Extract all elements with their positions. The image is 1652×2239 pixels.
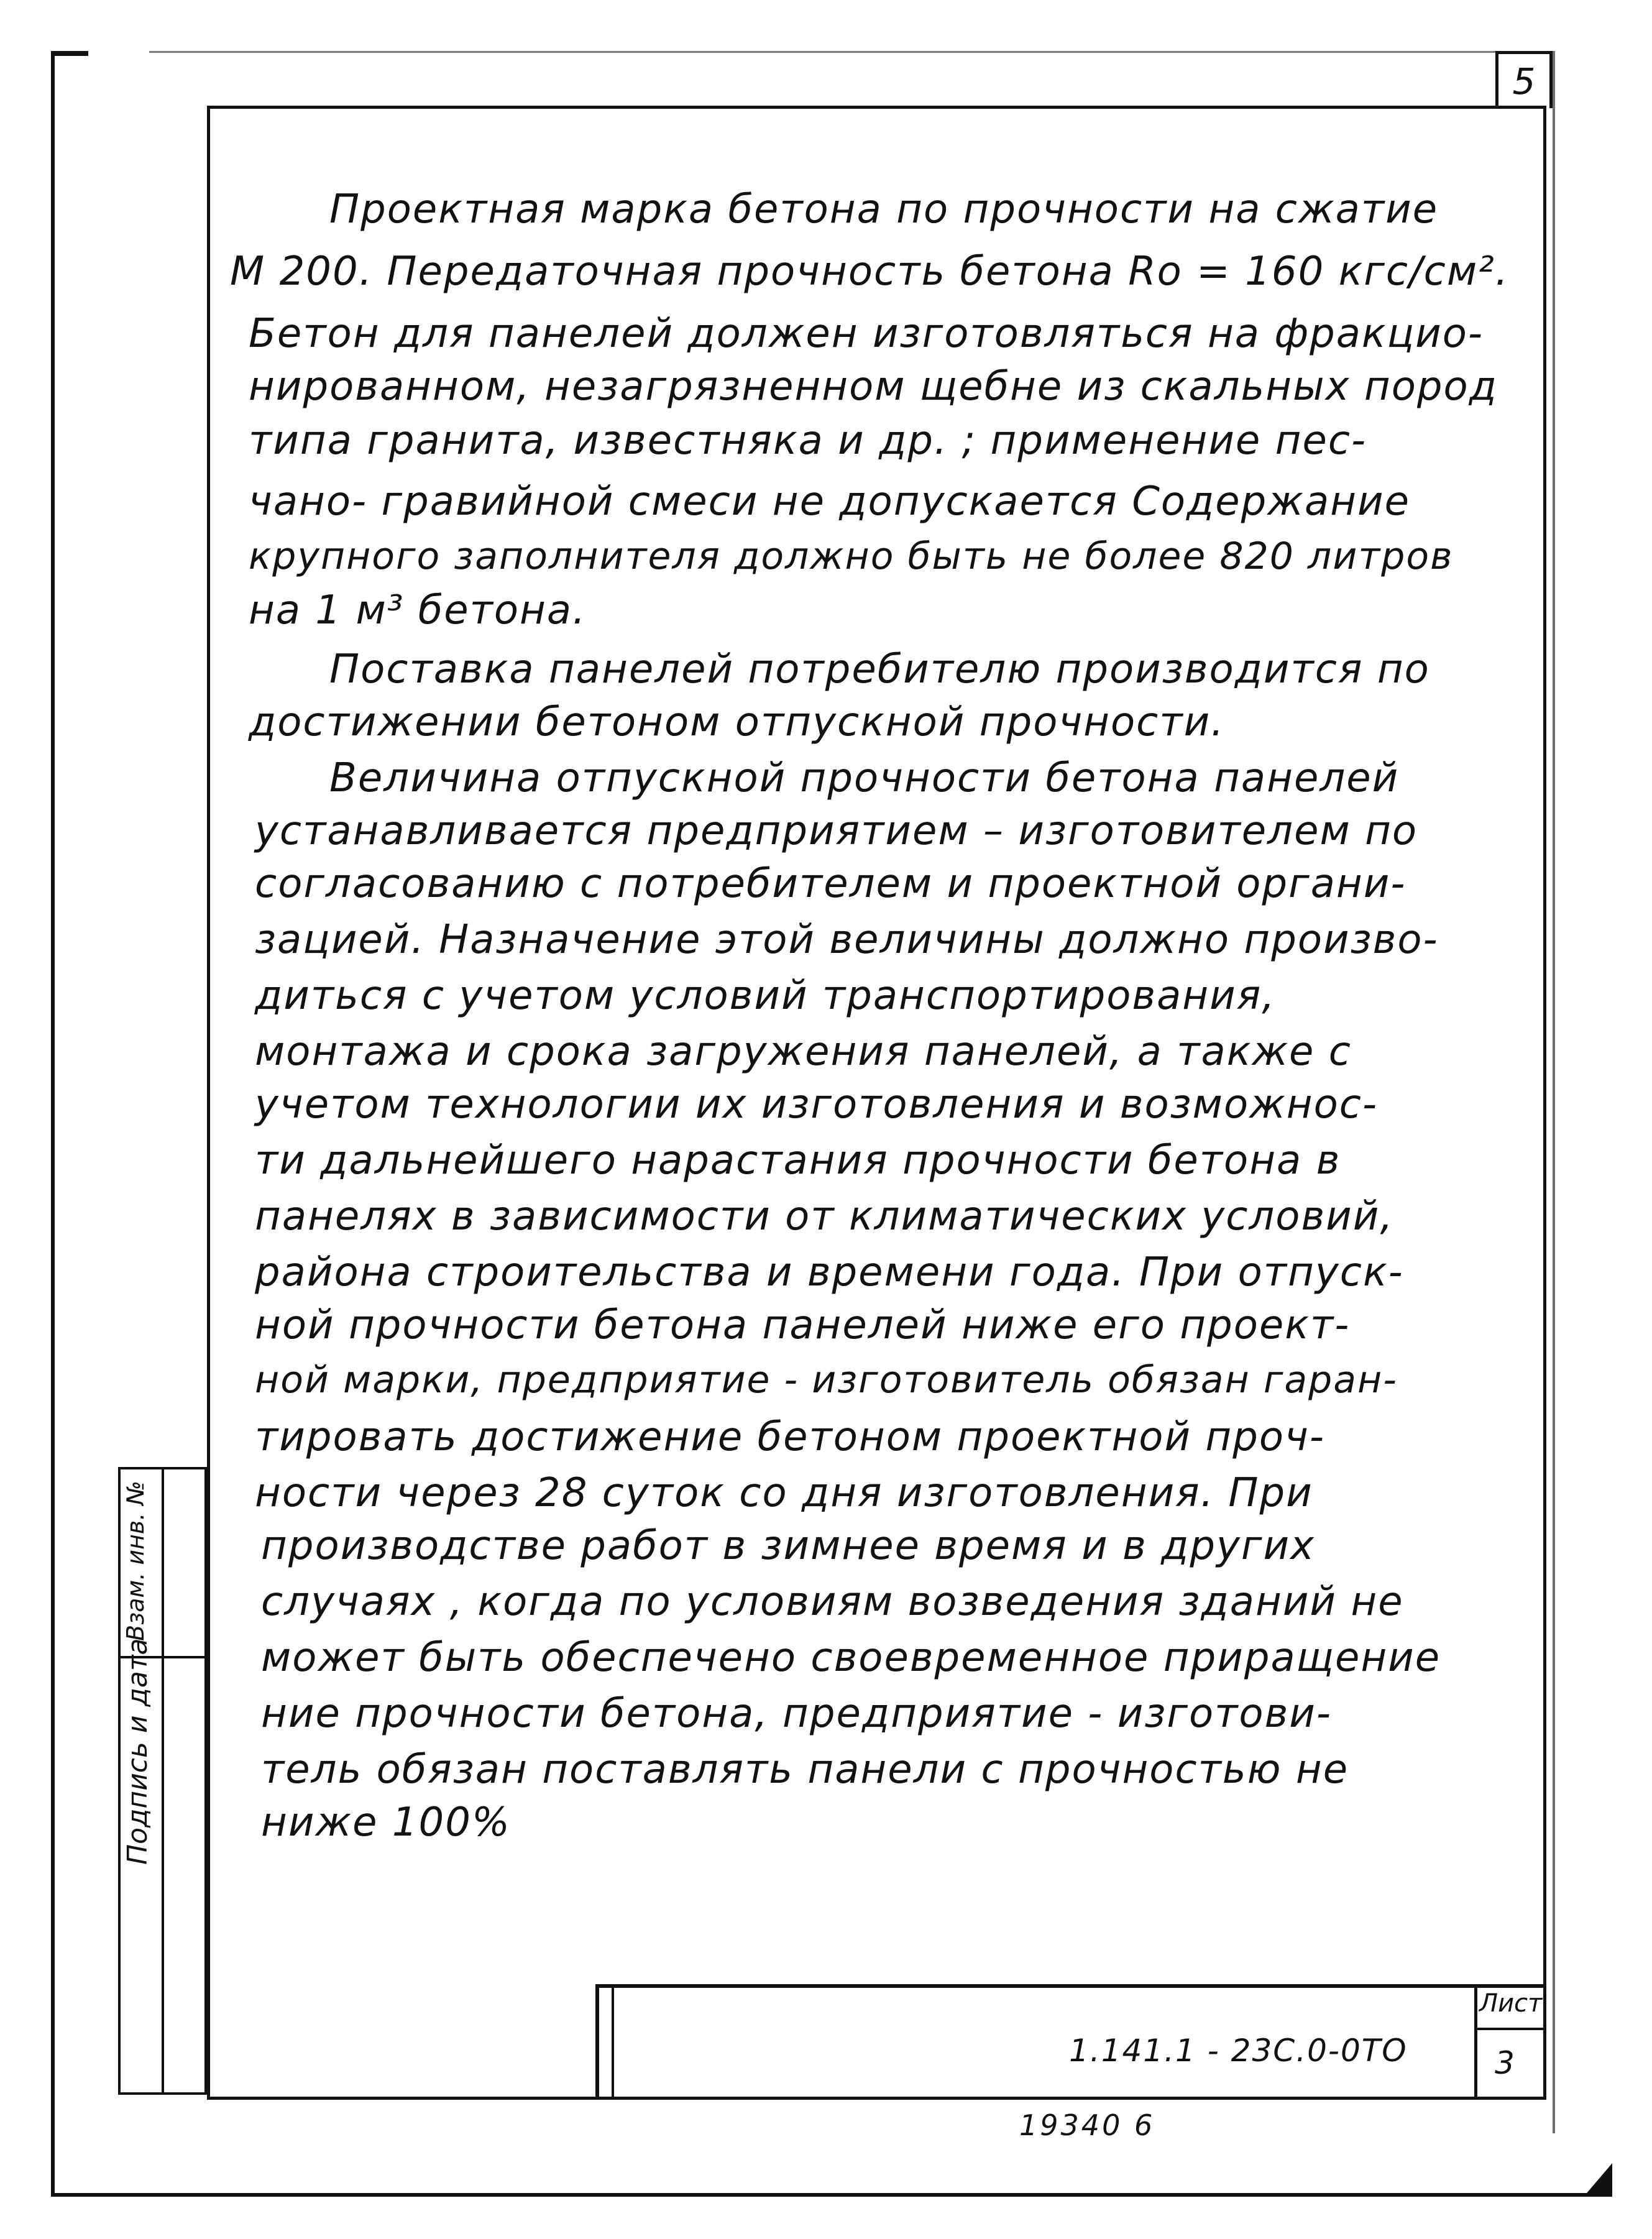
text-line-16: монтажа и срока загружения панелей, а также с — [255, 1029, 1352, 1075]
text-line-4: нированном, незагрязненном щебне из скальных пород — [249, 364, 1498, 410]
text-line-5: типа гранита, известняка и др. ; применение пес- — [249, 418, 1367, 464]
left-border-line — [51, 51, 55, 2195]
sheet-box-divider — [1477, 2028, 1546, 2030]
text-line-17: учетом технологии их изготовления и возможнос- — [255, 1082, 1379, 1128]
side-label-replacement-inventory: Взам. инв. № — [122, 1480, 149, 1641]
document-code: 1.141.1 - 23С.0-0ТО — [1069, 2033, 1408, 2069]
text-line-1: Проектная марка бетона по прочности на сжатие — [329, 186, 1439, 232]
side-table-divider — [162, 1469, 164, 2092]
sheet-number: 3 — [1495, 2045, 1515, 2081]
text-line-15: диться с учетом условий транспортирования, — [255, 973, 1276, 1019]
text-line-10: достижении бетоном отпускной прочности. — [249, 699, 1225, 745]
text-line-27: может быть обеспечено своевременное приращение — [261, 1635, 1441, 1681]
title-block-inner-line — [612, 1988, 614, 2100]
document-body — [230, 186, 1535, 1852]
right-border-line — [1553, 51, 1555, 2133]
side-label-signature-date: Подпись и дата — [122, 1638, 154, 1865]
archive-number: 19340 6 — [1019, 2108, 1155, 2142]
text-line-29: тель обязан поставлять панели с прочностью не — [261, 1747, 1349, 1793]
text-line-24: ности через 28 суток со дня изготовления. При — [255, 1470, 1313, 1516]
corner-triangle-icon — [1584, 2163, 1612, 2197]
text-line-26: случаях , когда по условиям возведения зданий не — [261, 1579, 1404, 1625]
text-line-23: тировать достижение бетоном проектной проч- — [255, 1414, 1325, 1460]
text-line-7: крупного заполнителя должно быть не более 820 литров — [249, 535, 1454, 578]
text-line-20: района строительства и времени года. При отпуск- — [255, 1249, 1404, 1295]
top-left-corner-mark — [51, 51, 88, 56]
text-line-9: Поставка панелей потребителю производится по — [329, 646, 1430, 692]
sheet-label: Лист — [1479, 1989, 1543, 2018]
text-line-18: ти дальнейшего нарастания прочности бетона в — [255, 1138, 1341, 1184]
text-line-28: ние прочности бетона, предприятие - изготови- — [261, 1691, 1332, 1737]
text-line-13: согласованию с потребителем и проектной органи- — [255, 861, 1406, 907]
text-line-22: ной марки, предприятие - изготовитель обязан гаран- — [255, 1358, 1398, 1402]
bottom-border-line — [51, 2193, 1605, 2197]
text-line-19: панелях в зависимости от климатических условий, — [255, 1193, 1394, 1239]
page-number: 5 — [1495, 51, 1553, 108]
text-line-25: производстве работ в зимнее время и в других — [261, 1523, 1315, 1569]
text-line-21: ной прочности бетона панелей ниже его проект- — [255, 1302, 1351, 1348]
text-line-14: зацией. Назначение этой величины должно произво- — [255, 917, 1439, 963]
text-line-12: устанавливается предприятием – изготовителем по — [255, 808, 1418, 854]
text-line-30: ниже 100% — [261, 1800, 511, 1846]
top-dashed-line — [149, 51, 1495, 53]
text-line-6: чано- гравийной смеси не допускается Содержание — [249, 479, 1410, 525]
text-line-11: Величина отпускной прочности бетона панелей — [329, 755, 1400, 801]
text-line-2: М 200. Передаточная прочность бетона Ro = 160 кгс/см². — [230, 249, 1510, 295]
text-line-8: на 1 м³ бетона. — [249, 587, 587, 633]
text-line-3: Бетон для панелей должен изготовляться на фракцио- — [249, 311, 1484, 357]
